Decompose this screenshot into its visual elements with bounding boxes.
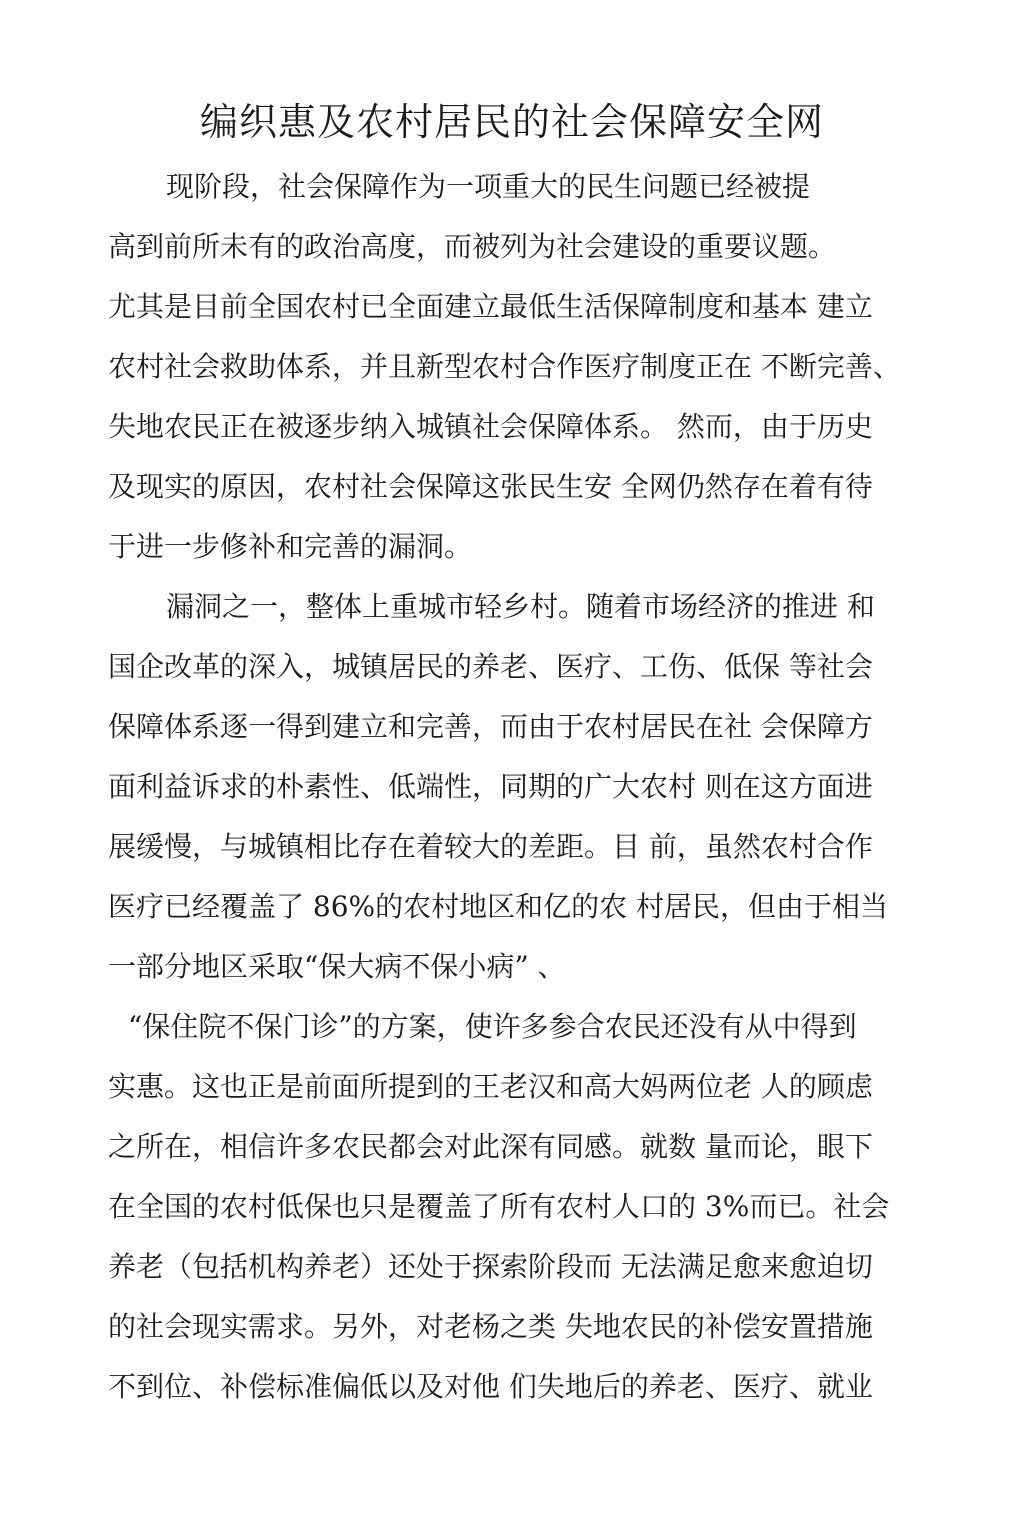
paragraph-2-line-7: 一部分地区采取“保大病不保小病” 、 [108, 950, 566, 983]
paragraph-2-line-6: 医疗已经覆盖了 86%的农村地区和亿的农 村居民，但由于相当 [108, 890, 889, 923]
paragraph-3-line-1: “保住院不保门诊”的方案，使许多参合农民还没有从中得到 [128, 1010, 857, 1043]
paragraph-1-line-6: 及现实的原因，农村社会保障这张民生安 全网仍然存在着有待 [108, 470, 873, 503]
paragraph-3-line-6: 的社会现实需求。另外，对老杨之类 失地农民的补偿安置措施 [108, 1310, 873, 1343]
paragraph-2-line-4: 面利益诉求的朴素性、低端性，同期的广大农村 则在这方面进 [108, 770, 873, 803]
paragraph-1-line-5: 失地农民正在被逐步纳入城镇社会保障体系。 然而，由于历史 [108, 410, 873, 443]
paragraph-2-line-5: 展缓慢，与城镇相比存在着较大的差距。目 前，虽然农村合作 [108, 830, 873, 863]
paragraph-1-line-2: 高到前所未有的政治高度，而被列为社会建设的重要议题。 [108, 230, 837, 263]
paragraph-3-line-5: 养老（包括机构养老）还处于探索阶段而 无法满足愈来愈迫切 [108, 1250, 873, 1283]
paragraph-1-line-3: 尤其是目前全国农村已全面建立最低生活保障制度和基本 建立 [108, 290, 873, 323]
paragraph-1-line-7: 于进一步修补和完善的漏洞。 [108, 530, 473, 563]
paragraph-3-line-2: 实惠。这也正是前面所提到的王老汉和高大妈两位老 人的顾虑 [108, 1070, 873, 1103]
paragraph-3-line-3: 之所在，相信许多农民都会对此深有同感。就数 量而论，眼下 [108, 1130, 873, 1163]
paragraph-3-line-7: 不到位、补偿标准偏低以及对他 们失地后的养老、医疗、就业 [108, 1370, 873, 1403]
paragraph-1-line-1: 现阶段，社会保障作为一项重大的民生问题已经被提 [166, 170, 811, 203]
paragraph-2-line-1: 漏洞之一，整体上重城市轻乡村。随着市场经济的推进 和 [166, 590, 875, 623]
paragraph-2-line-3: 保障体系逐一得到建立和完善，而由于农村居民在社 会保障方 [108, 710, 873, 743]
document-title: 编织惠及农村居民的社会保障安全网 [199, 100, 824, 144]
paragraph-2-line-2: 国企改革的深入，城镇居民的养老、医疗、工伤、低保 等社会 [108, 650, 873, 683]
paragraph-3-line-4: 在全国的农村低保也只是覆盖了所有农村人口的 3%而已。社会 [108, 1190, 890, 1223]
paragraph-1-line-4: 农村社会救助体系，并且新型农村合作医疗制度正在 不断完善、 [108, 350, 901, 383]
